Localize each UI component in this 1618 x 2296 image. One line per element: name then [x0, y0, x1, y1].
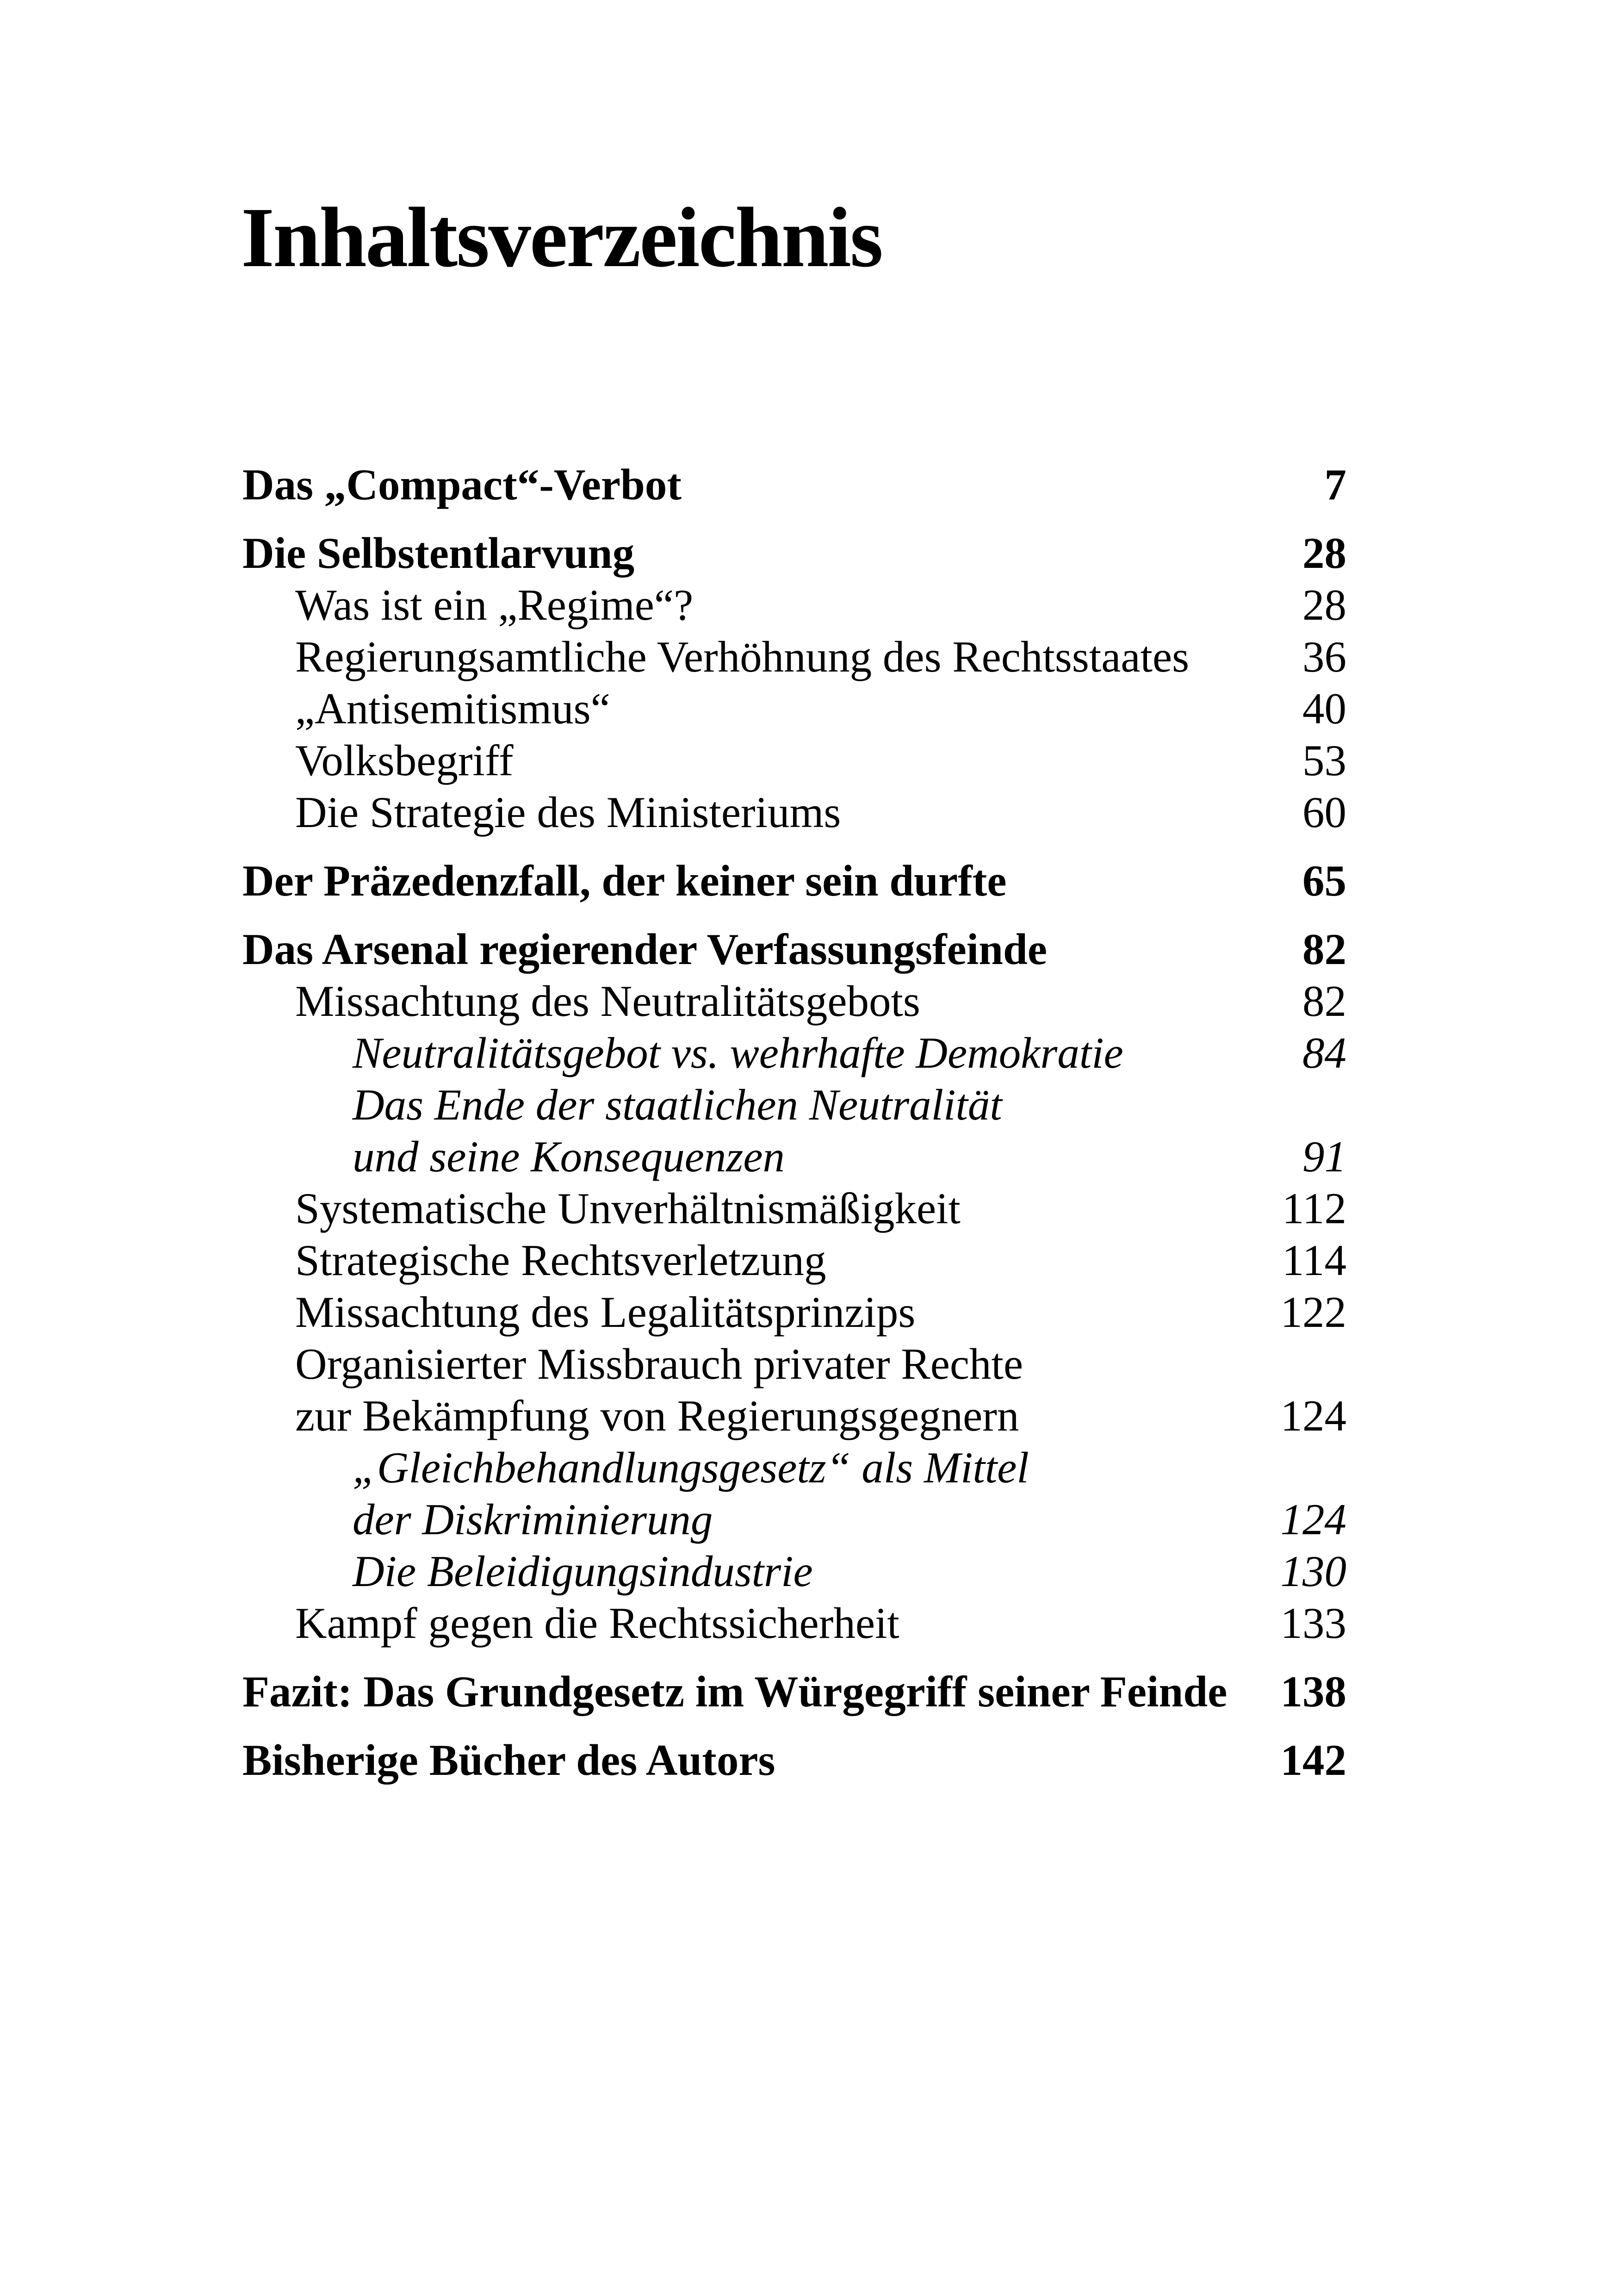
toc-entry-title [242, 1027, 1277, 1079]
toc-entry-title [242, 1079, 1277, 1182]
toc-entry [242, 1545, 1346, 1597]
toc-entry-line: Strategische Rechtsverletzung [295, 1236, 826, 1285]
toc-entry-title [242, 683, 1277, 734]
toc-entry-page-number: 84 [1302, 1028, 1346, 1077]
toc-entry-title [242, 579, 1277, 631]
toc-entry-title [242, 923, 1277, 975]
toc-entry-line: und seine Konsequenzen [353, 1132, 785, 1181]
toc-entry-line: Die Selbstentlarvung [242, 529, 635, 578]
toc-entry-page-number: 124 [1280, 1495, 1346, 1544]
toc-entry [242, 1027, 1346, 1079]
toc-entry-line: Systematische Unverhältnismäßigkeit [295, 1184, 961, 1233]
toc-entry-title [242, 1597, 1267, 1649]
toc-entry-line: zur Bekämpfung von Regierungsgegnern [295, 1391, 1019, 1440]
toc-entry-page-number: 114 [1282, 1236, 1346, 1285]
toc-entry-line: Das Arsenal regierender Verfassungsfeinde [242, 925, 1048, 974]
toc-entry-line: Was ist ein „Regime“? [295, 580, 694, 629]
toc-entry-title [242, 459, 1277, 510]
toc-entry-page-number: 65 [1302, 856, 1346, 905]
toc-entry-line: Kampf gegen die Rechtssicherheit [295, 1599, 899, 1648]
toc-entry-page-number: 7 [1324, 460, 1346, 509]
toc-entry [242, 631, 1346, 683]
toc-entry-title [242, 1734, 1267, 1786]
toc-entry-page-number: 124 [1280, 1391, 1346, 1440]
toc-entry-page-number: 138 [1280, 1667, 1346, 1716]
toc-entry-title [242, 631, 1277, 683]
toc-entry [242, 1597, 1346, 1649]
toc-entry-title [242, 855, 1277, 907]
toc-entry-page-number: 60 [1302, 788, 1346, 837]
toc-entry [242, 1338, 1346, 1442]
toc-entry-line: Organisierter Missbrauch privater Rechte [295, 1339, 1023, 1388]
toc-entry [242, 786, 1346, 838]
toc-entry-title [242, 1234, 1268, 1286]
toc-entry [242, 975, 1346, 1027]
toc-entry [242, 1666, 1346, 1717]
toc-entry [242, 734, 1346, 786]
toc-entry [242, 1234, 1346, 1286]
toc-entry-line: Regierungsamtliche Verhöhnung des Rechtsstaates [295, 632, 1190, 681]
toc-entry-line: Fazit: Das Grundgesetz im Würgegriff seiner Feinde [242, 1667, 1227, 1716]
toc-entry-page-number: 133 [1280, 1599, 1346, 1648]
toc-entry-line: der Diskriminierung [353, 1495, 713, 1544]
toc-entry [242, 527, 1346, 579]
toc-entry [242, 579, 1346, 631]
toc-entry-page-number: 91 [1302, 1132, 1346, 1181]
toc-entry [242, 683, 1346, 734]
toc-entry-page-number: 36 [1302, 632, 1346, 681]
toc-entry [242, 923, 1346, 975]
toc-entry-page-number: 53 [1302, 736, 1346, 785]
toc-entry-page-number: 112 [1282, 1184, 1346, 1233]
toc-entry-line: Die Beleidigungsindustrie [353, 1547, 813, 1596]
toc-entry-line: Volksbegriff [295, 736, 514, 785]
page-title: Inhaltsverzeichnis [241, 190, 882, 285]
toc-entry [242, 1286, 1346, 1338]
toc-entry-page-number: 142 [1280, 1736, 1346, 1785]
toc-entry-page-number: 130 [1280, 1547, 1346, 1596]
toc-entry-page-number: 82 [1302, 977, 1346, 1026]
toc-entry-page-number: 28 [1302, 580, 1346, 629]
toc-entry-line: Der Präzedenzfall, der keiner sein durfte [242, 856, 1007, 905]
toc-entry-title [242, 786, 1277, 838]
toc-entry-line: Die Strategie des Ministeriums [295, 788, 841, 837]
toc-entry-line: „Antisemitismus“ [295, 684, 610, 733]
toc-entry-title [242, 975, 1277, 1027]
toc-entry-line: Das Ende der staatlichen Neutralität [353, 1080, 1002, 1129]
toc-entry-page-number: 82 [1302, 925, 1346, 974]
toc-entry [242, 459, 1346, 510]
toc-entry-page-number: 122 [1280, 1288, 1346, 1337]
toc-entry-title [242, 1666, 1267, 1717]
toc-entry-title [242, 1338, 1267, 1442]
toc-entry-title [242, 734, 1277, 786]
toc-entry-line: Neutralitätsgebot vs. wehrhafte Demokratie [353, 1028, 1123, 1077]
toc-entry-page-number: 28 [1302, 529, 1346, 578]
toc-entry [242, 1442, 1346, 1545]
toc-entry [242, 1182, 1346, 1234]
table-of-contents [242, 442, 1346, 1786]
toc-entry [242, 1079, 1346, 1182]
toc-entry-line: Das „Compact“-Verbot [242, 460, 682, 509]
toc-entry [242, 855, 1346, 907]
toc-entry-line: Bisherige Bücher des Autors [242, 1736, 775, 1785]
toc-entry-title [242, 1286, 1267, 1338]
toc-entry-page-number: 40 [1302, 684, 1346, 733]
toc-entry-title [242, 527, 1277, 579]
toc-entry [242, 1734, 1346, 1786]
toc-entry-title [242, 1182, 1268, 1234]
toc-entry-line: Missachtung des Legalitätsprinzips [295, 1288, 916, 1337]
toc-entry-title [242, 1442, 1267, 1545]
toc-entry-line: „Gleichbehandlungsgesetz“ als Mittel [353, 1443, 1029, 1492]
toc-entry-title [242, 1545, 1267, 1597]
toc-entry-line: Missachtung des Neutralitätsgebots [295, 977, 920, 1026]
